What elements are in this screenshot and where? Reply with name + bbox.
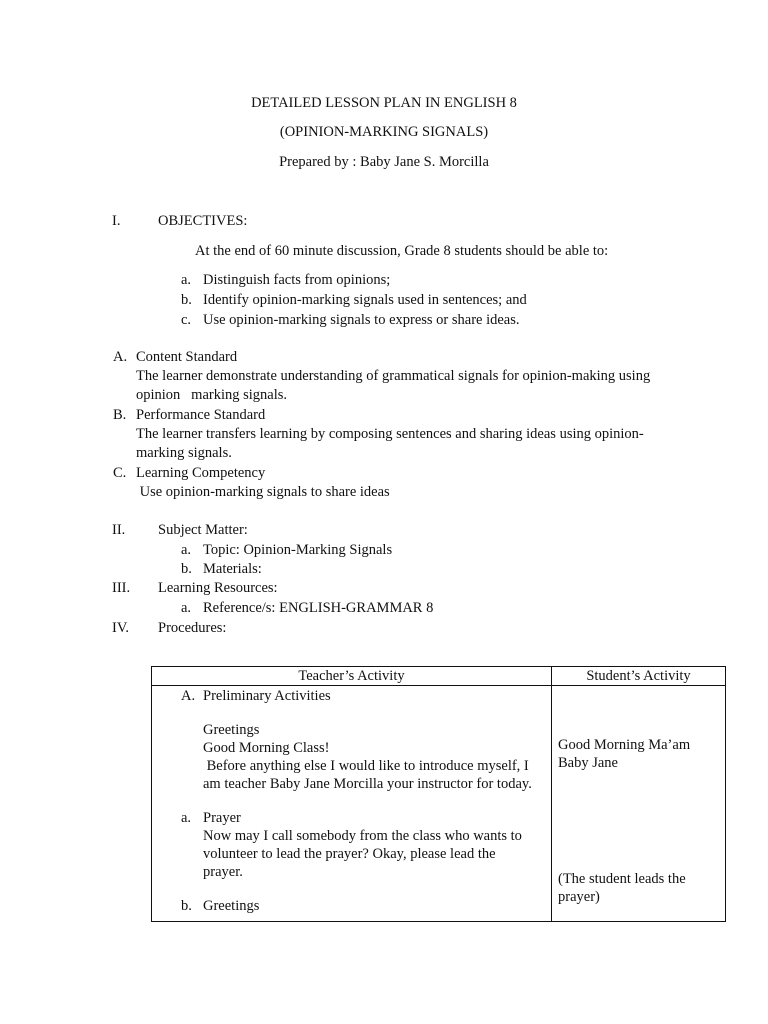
learning-resources-heading: Learning Resources: bbox=[158, 580, 278, 596]
content-standard-text: The learner demonstrate understanding of grammatical signals for opinion-making using bbox=[136, 368, 651, 384]
learning-competency-heading: Learning Competency bbox=[136, 465, 266, 481]
prayer-marker: a. bbox=[181, 810, 192, 826]
objective-marker: b. bbox=[181, 292, 192, 308]
resource-reference: Reference/s: ENGLISH-GRAMMAR 8 bbox=[203, 600, 434, 616]
learning-resources-numeral: III. bbox=[112, 580, 131, 596]
greeting-text: am teacher Baby Jane Morcilla your instructor for today. bbox=[203, 776, 532, 792]
objective-marker: a. bbox=[181, 272, 192, 288]
prayer-label: Prayer bbox=[203, 810, 241, 826]
greetings-b-marker: b. bbox=[181, 898, 192, 914]
subject-topic: Topic: Opinion-Marking Signals bbox=[203, 542, 393, 558]
performance-standard-text: marking signals. bbox=[136, 445, 232, 461]
objectives-numeral: I. bbox=[112, 213, 121, 229]
content-standard-heading: Content Standard bbox=[136, 349, 238, 365]
content-standard-text: opinion marking signals. bbox=[136, 387, 288, 403]
greeting-text: Before anything else I would like to introduce myself, I bbox=[203, 758, 529, 774]
section-marker: A. bbox=[181, 688, 196, 704]
subject-marker: b. bbox=[181, 561, 192, 577]
student-response: Baby Jane bbox=[558, 755, 618, 771]
learning-competency-text: Use opinion-marking signals to share ideas bbox=[136, 484, 390, 500]
subject-matter-numeral: II. bbox=[112, 522, 126, 538]
prayer-text: volunteer to lead the prayer? Okay, please lead the bbox=[203, 846, 496, 862]
standard-marker: A. bbox=[113, 349, 128, 365]
teacher-activity-header: Teacher’s Activity bbox=[152, 667, 552, 686]
performance-standard-heading: Performance Standard bbox=[136, 407, 266, 423]
greetings-b-label: Greetings bbox=[203, 898, 260, 914]
student-response: Good Morning Ma’am bbox=[558, 737, 691, 753]
prepared-by: Prepared by : Baby Jane S. Morcilla bbox=[279, 154, 489, 170]
preliminary-activities-title: Preliminary Activities bbox=[203, 688, 331, 704]
procedures-heading: Procedures: bbox=[158, 620, 227, 636]
objective-item: Use opinion-marking signals to express or share ideas. bbox=[203, 312, 520, 328]
document-title: DETAILED LESSON PLAN IN ENGLISH 8 bbox=[251, 95, 517, 111]
document-subtitle: (OPINION-MARKING SIGNALS) bbox=[279, 124, 489, 140]
teacher-activity-cell bbox=[152, 686, 552, 922]
student-response: (The student leads the bbox=[558, 871, 686, 887]
activity-table bbox=[151, 666, 726, 922]
objective-item: Distinguish facts from opinions; bbox=[203, 272, 391, 288]
prayer-text: prayer. bbox=[203, 864, 243, 880]
subject-materials: Materials: bbox=[203, 561, 262, 577]
greeting-text: Good Morning Class! bbox=[203, 740, 330, 756]
prayer-text: Now may I call somebody from the class who wants to bbox=[203, 828, 522, 844]
table-header-row bbox=[152, 667, 726, 686]
table-row bbox=[152, 686, 726, 922]
student-response: prayer) bbox=[558, 889, 600, 905]
performance-standard-text: The learner transfers learning by composing sentences and sharing ideas using opinion- bbox=[136, 426, 644, 442]
objectives-intro: At the end of 60 minute discussion, Grade 8 students should be able to: bbox=[195, 243, 609, 259]
standard-marker: B. bbox=[113, 407, 127, 423]
subject-marker: a. bbox=[181, 542, 192, 558]
procedures-numeral: IV. bbox=[112, 620, 130, 636]
standard-marker: C. bbox=[113, 465, 127, 481]
objective-marker: c. bbox=[181, 312, 192, 328]
objectives-heading: OBJECTIVES: bbox=[158, 213, 248, 229]
objective-item: Identify opinion-marking signals used in sentences; and bbox=[203, 292, 527, 308]
greetings-label: Greetings bbox=[203, 722, 260, 738]
student-activity-cell bbox=[552, 686, 726, 922]
student-activity-header: Student’s Activity bbox=[552, 667, 726, 686]
subject-matter-heading: Subject Matter: bbox=[158, 522, 248, 538]
resource-marker: a. bbox=[181, 600, 192, 616]
